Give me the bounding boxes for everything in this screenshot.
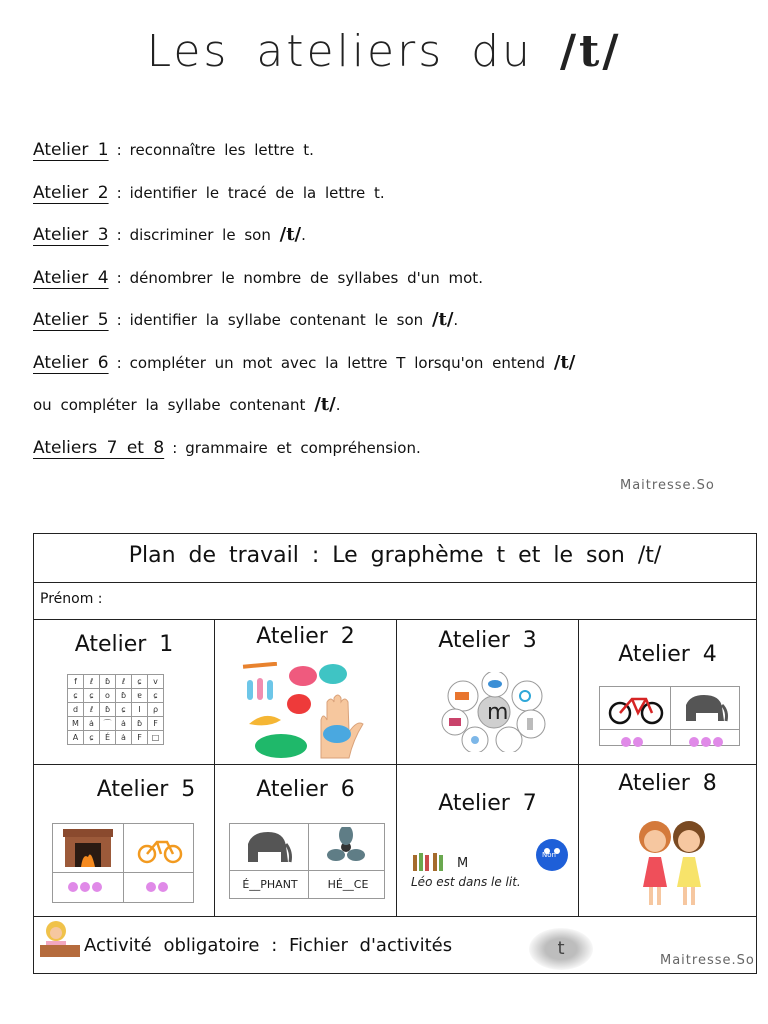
work-plan — [33, 533, 757, 974]
atelier-description: reconnaître les lettre t. — [129, 141, 314, 159]
punctuation: . — [301, 226, 306, 244]
cell-title: Atelier 5 — [96, 777, 196, 802]
atelier-description: discriminer le son — [129, 226, 271, 244]
cell-atelier-8[interactable] — [579, 765, 756, 916]
atelier-label: Ateliers 7 et 8 — [33, 437, 165, 458]
cell-title: Atelier 3 — [438, 628, 537, 653]
atelier-list — [33, 136, 733, 476]
cell-atelier-7[interactable] — [397, 765, 578, 916]
footer-signature: Maitresse.So — [660, 953, 755, 968]
cell-atelier-3[interactable] — [397, 620, 578, 764]
fireplace-icon — [61, 827, 115, 869]
atelier-description: identifier la syllabe contenant le son — [129, 311, 424, 329]
syllable-dots — [67, 877, 103, 896]
monster-badge: Non — [542, 851, 556, 859]
two-girls-illustration — [627, 813, 717, 911]
letter-grid: f ℓ ɓ ℓ ɕ v ɕ ɕ ο ɓ ɐ ɕ d ℓ ɓ ɕ I ρ M ȧ ⌒ ȧ ɓ F A ɕ É ȧ F □ — [67, 674, 164, 745]
separator: : — [116, 183, 122, 202]
phoneme: /t/ — [279, 224, 302, 245]
atelier-line-6 — [33, 349, 733, 392]
atelier-description: compléter un mot avec la lettre T lorsqu'on entend — [129, 353, 546, 372]
atelier-label: Atelier 5 — [33, 310, 109, 330]
elephant-icon — [680, 691, 730, 725]
footer-text: Activité obligatoire : Fichier d'activités — [84, 935, 453, 956]
atelier-line-4 — [33, 264, 733, 307]
separator: : — [172, 438, 178, 457]
sentence: Léo est dans le lit. — [411, 875, 521, 889]
center-letter: m — [487, 700, 509, 725]
separator: : — [116, 353, 122, 372]
propeller-icon — [324, 827, 368, 867]
atelier-label: Atelier 2 — [33, 182, 109, 203]
atelier-description: ou compléter la syllabe contenant — [33, 396, 306, 414]
playdough-hand-illustration — [241, 662, 391, 762]
plan-title: Plan de travail : Le graphème t et le son /t/ — [34, 534, 756, 583]
phoneme: /t/ — [431, 309, 454, 330]
cell-title: Atelier 6 — [256, 777, 355, 802]
cell-atelier-6[interactable] — [215, 765, 396, 916]
elephant-icon — [244, 828, 294, 866]
atelier-label: Atelier 3 — [33, 225, 109, 245]
atelier-line-5 — [33, 306, 733, 349]
title-phoneme: /t/ — [559, 26, 622, 77]
letter-m: M — [457, 856, 469, 871]
atelier-label: Atelier 4 — [33, 267, 109, 288]
syllable-dots — [688, 732, 724, 751]
syllable-card — [599, 686, 740, 746]
separator: : — [116, 311, 122, 329]
bicycle-icon — [608, 691, 664, 725]
page-title — [0, 26, 768, 77]
cell-title: Atelier 7 — [438, 791, 537, 816]
atelier-line-2 — [33, 179, 733, 222]
name-field: Prénom : — [34, 582, 756, 620]
separator: : — [116, 226, 122, 244]
separator: : — [116, 268, 122, 287]
atelier-line-7-8 — [33, 434, 733, 477]
atelier-line-1 — [33, 136, 733, 179]
bicycle-icon — [137, 834, 183, 864]
cell-title: Atelier 4 — [618, 642, 717, 667]
punctuation: . — [335, 396, 341, 414]
phoneme: /t/ — [553, 351, 576, 373]
punctuation: . — [453, 311, 459, 329]
title-text: Les ateliers du — [146, 26, 533, 77]
separator: : — [116, 141, 122, 159]
signature: Maitresse.So — [620, 478, 715, 493]
atelier-description: identifier le tracé de la lettre t. — [129, 183, 385, 202]
cell-atelier-5[interactable] — [34, 765, 214, 916]
syllable-card — [52, 823, 194, 903]
atelier-description: dénombrer le nombre de syllabes d'un mot. — [129, 268, 483, 287]
cell-title: Atelier 2 — [256, 624, 355, 649]
word-pictures-icon — [411, 851, 451, 873]
atelier-label: Atelier 6 — [33, 352, 109, 373]
letter-badge: t — [529, 928, 593, 970]
cell-atelier-2[interactable] — [215, 620, 396, 764]
cell-title: Atelier 8 — [618, 771, 717, 796]
syllable-dots — [145, 877, 169, 896]
footer-row — [34, 916, 756, 975]
phoneme: /t/ — [314, 394, 336, 415]
teacher-icon — [38, 919, 82, 959]
atelier-line-3 — [33, 221, 733, 264]
syllable-dots — [620, 732, 644, 751]
cell-atelier-4[interactable] — [579, 620, 756, 764]
word-blank: HÉ__CE — [327, 878, 369, 891]
word-blank: É__PHANT — [242, 878, 298, 891]
cell-title: Atelier 1 — [74, 632, 174, 657]
cell-atelier-1[interactable] — [34, 620, 214, 764]
atelier-description: grammaire et compréhension. — [185, 438, 421, 457]
atelier-label: Atelier 1 — [33, 140, 109, 160]
word-card — [229, 823, 385, 899]
atelier-line-6-continued — [33, 391, 733, 434]
